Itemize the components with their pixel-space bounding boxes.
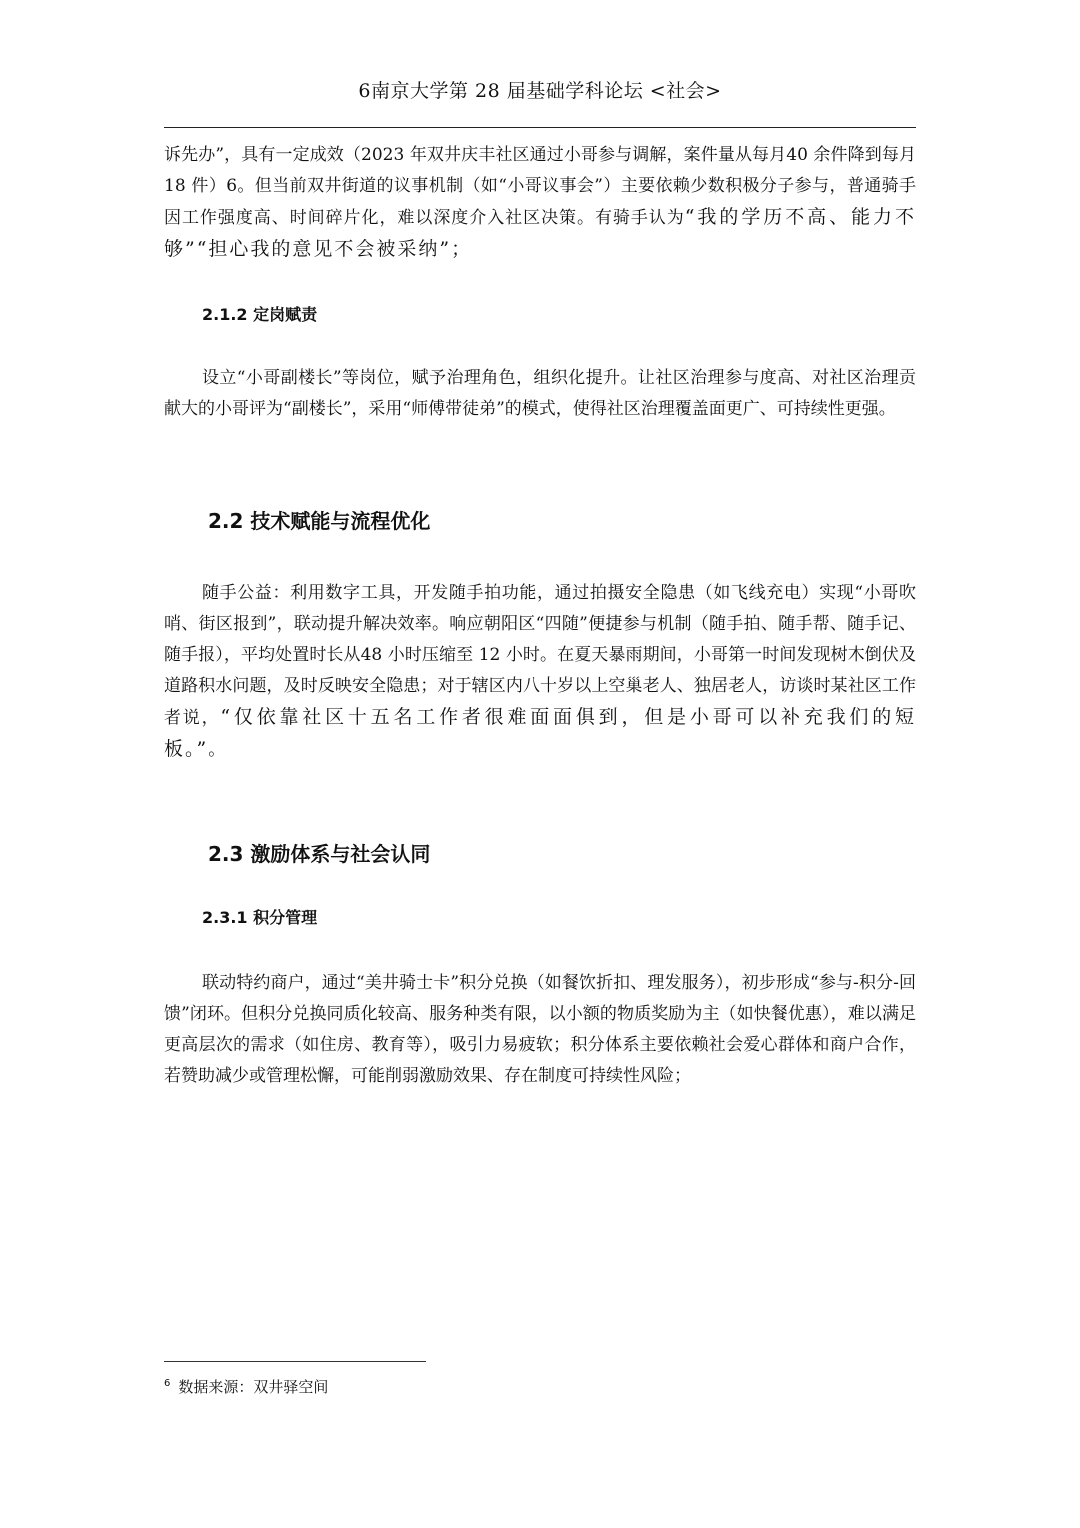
- footnote-text: 数据来源：双井驿空间: [178, 1378, 329, 1396]
- paragraph-text: 随手公益：利用数字工具，开发随手拍功能，通过拍摄安全隐患（如飞线充电）实现“小哥吹哨、街区报到”，联动提升解决效率。响应朝阳区“四随”便捷参与机制（随手拍、随手帮、随手记、随手报），平均处置时长从48 小时压缩至 12 小时。在夏天暴雨期间，小哥第一时间发现树木倒伏及道路积水问题，及时反映安全隐患；对于辖区内八十岁以上空巢老人、独居老人，访谈时某社区工作者说，: [164, 583, 916, 728]
- main-content: [164, 140, 916, 1092]
- paragraph-points-management: 联动特约商户，通过“美井骑士卡”积分兑换（如餐饮折扣、理发服务），初步形成“参与-积分-回馈”闭环。但积分兑换同质化较高、服务种类有限，以小额的物质奖励为主（如快餐优惠），难以满足更高层次的需求（如住房、教育等），吸引力易疲软；积分体系主要依赖社会爱心群体和商户合作，若赞助减少或管理松懈，可能削弱激励效果、存在制度可持续性风险；: [164, 973, 916, 1086]
- paragraph-deputy-leader: 设立“小哥副楼长”等岗位，赋予治理角色，组织化提升。让社区治理参与度高、对社区治理贡献大的小哥评为“副楼长”，采用“师傅带徒弟”的模式，使得社区治理覆盖面更广、可持续性更强。: [164, 368, 916, 419]
- rider-quote: “我的学历不高、能力不够”“担心我的意见不会被采纳”；: [164, 206, 917, 260]
- heading-2-2: 2.2 技术赋能与流程优化: [208, 509, 431, 533]
- paragraph-tail: 。: [208, 740, 226, 760]
- heading-2-1-2: 2.1.2 定岗赋责: [202, 305, 318, 324]
- page-header: 6南京大学第 28 届基础学科论坛 <社会>: [358, 80, 722, 102]
- heading-2-3-1: 2.3.1 积分管理: [202, 908, 318, 927]
- paragraph-participation: [164, 140, 916, 266]
- heading-2-3: 2.3 激励体系与社会认同: [208, 842, 431, 866]
- header-divider: [164, 127, 916, 128]
- paragraph-tech-empowerment: [164, 578, 916, 766]
- footnote: [164, 1376, 328, 1397]
- paragraph-text: 诉先办”，具有一定成效（2023 年双井庆丰社区通过小哥参与调解，案件量从每月40 余件降到每月 18 件）6。但当前双井街道的议事机制（如“小哥议事会”）主要依赖少数积极分子参与，普通骑手因工作强度高、时间碎片化，难以深度介入社区决策。有骑手认为: [164, 145, 916, 228]
- footnote-divider: [164, 1361, 426, 1362]
- footnote-mark: 6: [164, 1378, 171, 1389]
- worker-quote: “仅依靠社区十五名工作者很难面面俱到，但是小哥可以补充我们的短板。”: [164, 706, 916, 760]
